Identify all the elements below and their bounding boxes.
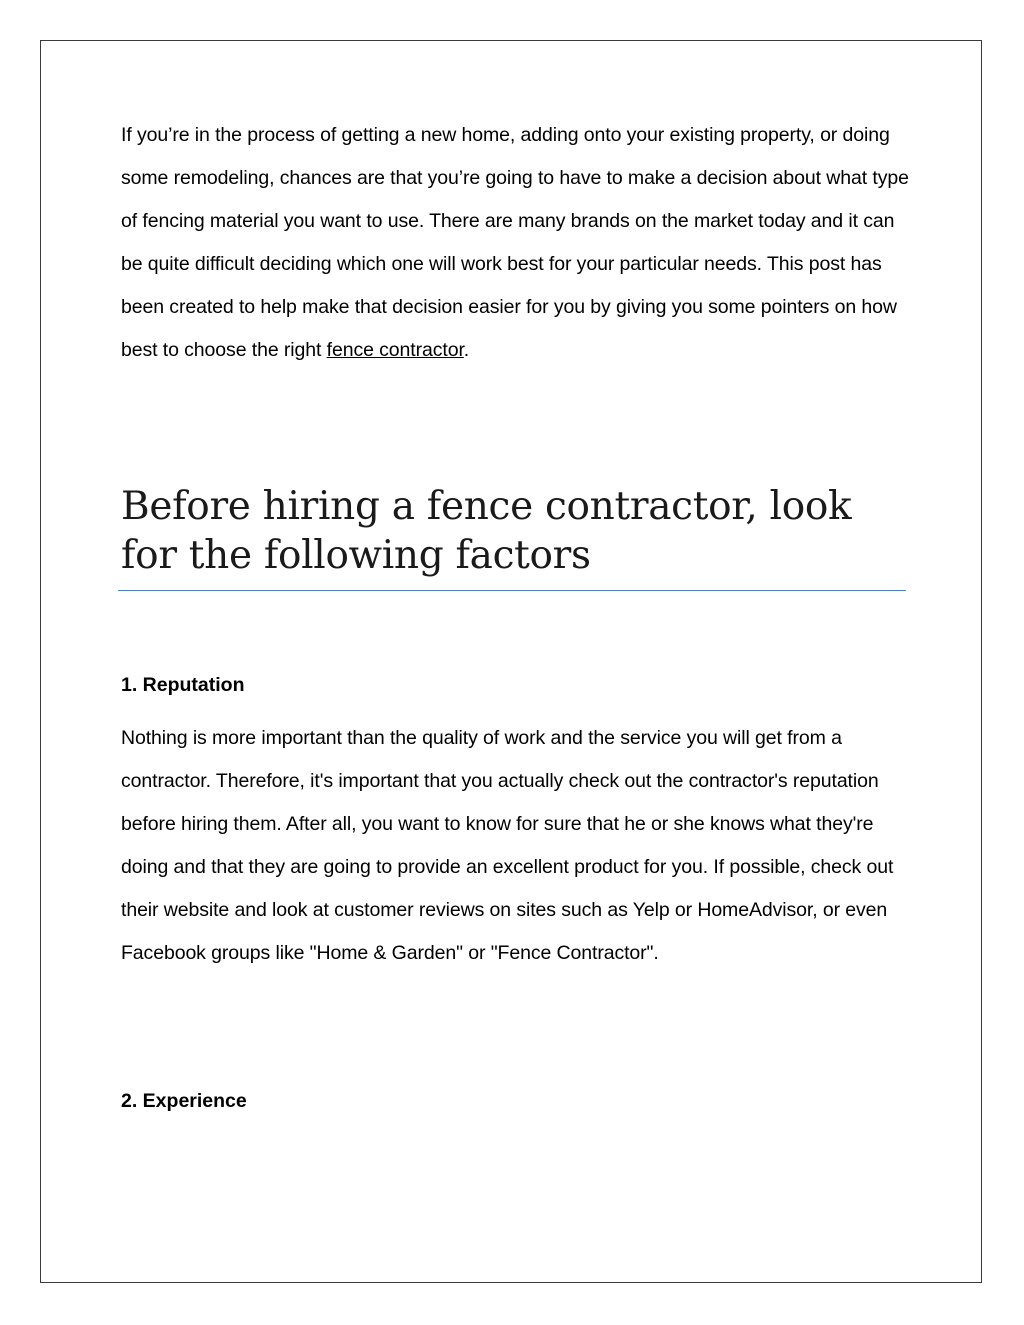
fence-contractor-link[interactable]: fence contractor (326, 339, 464, 361)
intro-text-end: . (463, 339, 470, 361)
subheading-experience: 2. Experience (121, 1090, 247, 1112)
subheading-reputation: 1. Reputation (121, 674, 245, 696)
section-heading: Before hiring a fence contractor, look for the following factors (121, 484, 852, 578)
heading-underline-rule (118, 590, 906, 591)
intro-paragraph (121, 114, 911, 372)
intro-text: If you’re in the process of getting a new home, adding onto your existing property, or doing some remodeling, chances are that you’re going to have to make a decision about what type of fencing material you want to use. There are many brands on the market today and it can be quite difficult deciding which one will work best for your particular needs. This post has been created to help make that decision easier for you by giving you some pointers on how best to choose the right (121, 124, 909, 361)
reputation-paragraph: Nothing is more important than the quality of work and the service you will get from a contractor. Therefore, it's important that you actually check out the contractor's reputation before hiring them. After all, you want to know for sure that he or she knows what they're doing and that they are going to provide an excellent product for you. If possible, check out their website and look at customer reviews on sites such as Yelp or HomeAdvisor, or even Facebook groups like "Home & Garden" or "Fence Contractor". (121, 727, 894, 964)
